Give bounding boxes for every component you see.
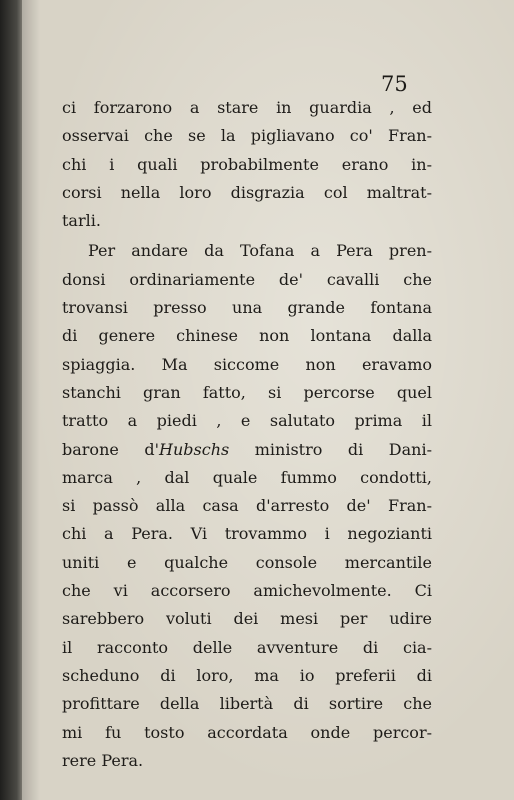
text-line: mi fu tosto accordata onde percor- [62,722,432,742]
text-line: sarebbero voluti dei mesi per udire [62,609,432,629]
text-line: stanchi gran fatto, si percorse quel [62,382,432,402]
text-line: chi a Pera. Vi trovammo i negozianti [62,524,432,544]
text-line: spiaggia. Ma siccome non eravamo [62,354,432,374]
text-line: rere Pera. [62,750,144,770]
text-line: Per andare da Tofana a Pera pren- [88,241,432,261]
text-line: di genere chinese non lontana dalla [62,326,432,346]
text-line: che vi accorsero amichevolmente. Ci [62,581,432,601]
text-line: corsi nella loro disgrazia col maltrat- [62,182,432,202]
body-text [62,94,432,775]
text-line: osservai che se la pigliavano co' Fran- [62,126,432,146]
text-line: donsi ordinariamente de' cavalli che [62,269,432,289]
italic-name: Hubschs [159,439,230,459]
text-line: uniti e qualche console mercantile [62,552,432,572]
text-line: chi i quali probabilmente erano in- [62,154,432,174]
text-line: marca , dal quale fummo condotti, [62,467,432,487]
text-line: tarli. [62,211,101,231]
text-line: scheduno di loro, ma io preferii di [62,665,432,685]
text-line: ci forzarono a stare in guardia , ed [62,98,432,117]
text-line: il racconto delle avventure di cia- [62,637,432,657]
barone-line-part: barone d' [62,439,160,459]
text-line: profittare della libertà di sortire che [62,694,432,714]
text-line: trovansi presso una grande fontana [62,298,432,318]
text-line-with-italic-name [62,436,432,464]
text-line: tratto a piedi , e salutato prima il [62,411,432,431]
barone-line-rest: ministro di Dani- [229,439,432,459]
text-line: si passò alla casa d'arresto de' Fran- [62,496,432,516]
book-spine-shadow [0,0,24,800]
page-number: 75 [381,72,408,96]
